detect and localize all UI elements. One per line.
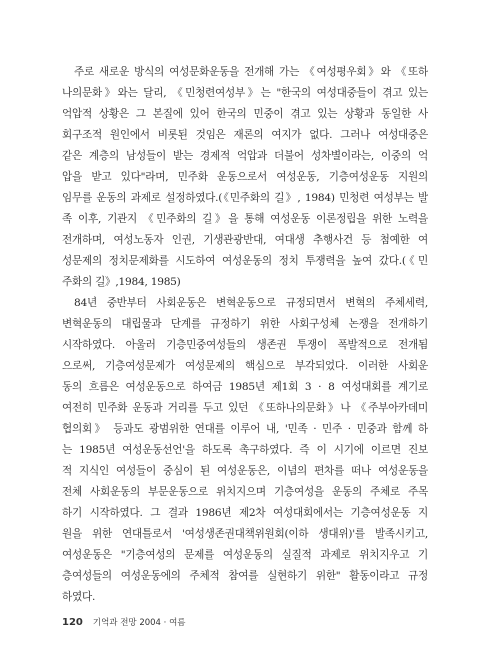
text-line: 억압적 상황은 그 본질에 있어 한국의 민중이 겪고 있는 상황과 동일한 사 (62, 108, 428, 120)
text-line: 임무를 운동의 과제로 설정하였다.(《민주화의 길》, 1984) 민청련 여성부는 발 (62, 192, 428, 204)
paragraph-2 (62, 293, 428, 608)
text-line: 하였다. (62, 591, 96, 603)
text-line: 는 1985년 여성운동선언'을 하도록 촉구하였다. 즉 이 시기에 이르면 진보 (62, 444, 428, 456)
text-line: 층여성들의 여성운동에의 주체적 참여를 실현하기 위한" 활동이라고 규정 (62, 570, 428, 582)
text-line: 으로써, 기층여성문제가 여성문제의 핵심으로 부각되었다. 이러한 사회운 (62, 360, 428, 372)
text-line: 협의회》 등과도 광범위한 연대를 이루어 내, '민족 · 민주 · 민중과 함께 하 (62, 423, 428, 435)
text-line: 나의문화》와는 달리, 《민청련여성부》는 "한국의 여성대중들이 겪고 있는 (62, 87, 428, 99)
text-line: 원을 위한 연대틀로서 '여성생존권대책위원회(이하 생대위)'를 발족시키고, (62, 528, 428, 540)
paragraph-1 (62, 62, 428, 293)
page-number: 120 (62, 617, 83, 628)
page-footer (62, 616, 186, 630)
text-line: 변혁운동의 대립물과 단계를 규정하기 위한 사회구성체 논쟁을 전개하기 (62, 318, 428, 330)
journal-title: 기억과 전망 2004 · 여름 (92, 618, 186, 628)
text-line: 족 이후, 기관지 《민주화의 길》을 통해 여성운동 이론정립을 위한 노력을 (62, 213, 428, 225)
text-line: 시작하였다. 아울러 기층민중여성들의 생존권 투쟁이 폭발적으로 전개됨 (62, 339, 428, 351)
body-text (62, 62, 428, 608)
text-line: 같은 계층의 남성들이 받는 경제적 억압과 더불어 성차별이라는, 이중의 억 (62, 150, 428, 162)
text-line: 압을 받고 있다"라며, 민주화 운동으로서 여성운동, 기층여성운동 지원의 (62, 171, 428, 183)
text-line: 주로 새로운 방식의 여성문화운동을 전개해 가는 《여성평우회》와 《또하 (74, 66, 428, 78)
text-line: 하기 시작하였다. 그 결과 1986년 제2차 여성대회에서는 기층여성운동 지 (62, 507, 428, 519)
text-line: 전개하며, 여성노동자 인권, 기생관광반대, 여대생 추행사건 등 첨예한 여 (62, 234, 428, 246)
text-line: 여전히 민주화 운동과 거리를 두고 있던 《또하나의문화》나 《주부아카데미 (62, 402, 428, 414)
text-line: 전체 사회운동의 부문운동으로 위치지으며 기층여성을 운동의 주체로 주목 (62, 486, 428, 498)
text-line: 동의 흐름은 여성운동으로 하여금 1985년 제1회 3 · 8 여성대회를 계기로 (62, 381, 428, 393)
text-line: 여성운동은 "기층여성의 문제를 여성운동의 실질적 과제로 위치지우고 기 (62, 549, 428, 561)
text-line: 적 지식인 여성들이 중심이 된 여성운동은, 이념의 편차를 떠나 여성운동을 (62, 465, 428, 477)
text-line: 성문제의 정치문제화를 시도하여 여성운동의 정치 투쟁력을 높여 갔다.(《민 (62, 255, 428, 267)
text-line: 회구조적 원인에서 비롯된 것임은 재론의 여지가 없다. 그러나 여성대중은 (62, 129, 428, 141)
text-line: 84년 중반부터 사회운동은 변혁운동으로 규정되면서 변혁의 주체세력, (74, 297, 428, 309)
text-line: 주화의 길》,1984, 1985) (62, 276, 181, 288)
